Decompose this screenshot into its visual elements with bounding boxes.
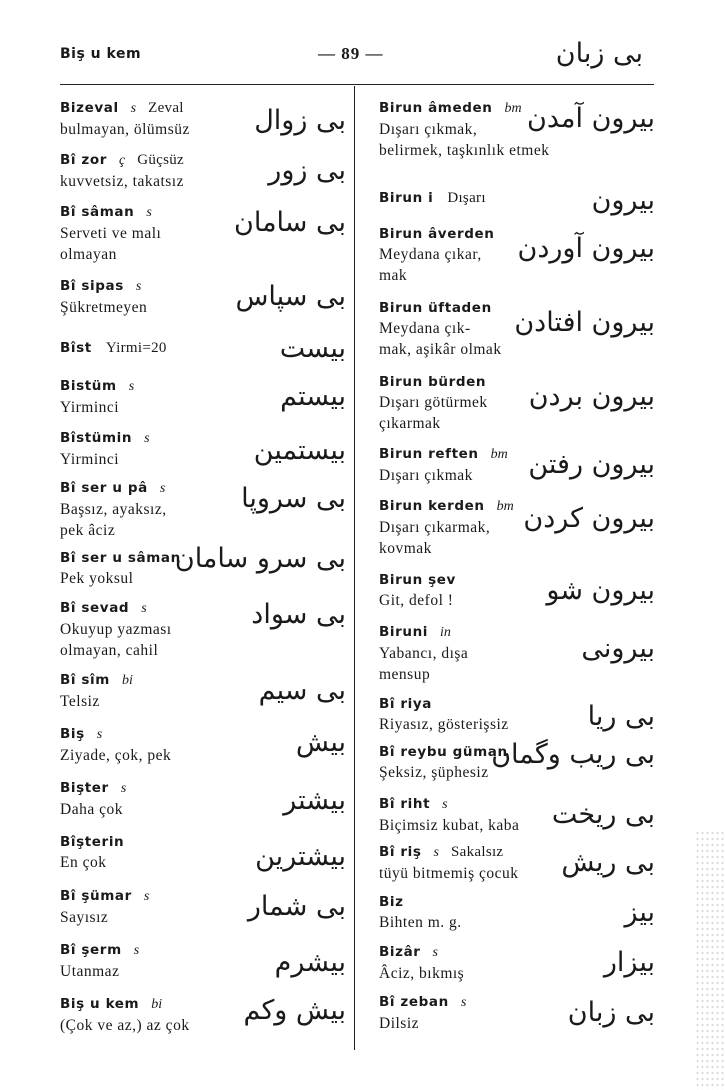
guide-word-arabic: بى زبان [555,38,643,69]
arabic-headword: بى زور [268,155,346,186]
dictionary-entry [379,992,655,1034]
headword-text: Birun i [379,190,434,206]
language-tag: s [146,205,152,220]
language-tag: s [120,781,127,796]
arabic-headword: بى زبان [567,997,655,1028]
arabic-headword: بى ريش [561,847,655,878]
page-header [0,38,725,82]
dictionary-entry [379,496,655,559]
dictionary-entry [60,376,346,418]
definition-line: Dilsiz [379,1015,420,1032]
definition-line: çıkarmak [379,415,441,432]
definition-line: Bihten m. g. [379,914,462,931]
arabic-headword: بيزار [603,947,655,978]
dictionary-entry [379,185,655,216]
definition-line: belirmek, taşkınlık etmek [379,142,550,159]
dictionary-entry [60,98,346,140]
dictionary-entry [60,478,346,541]
inline-definition: Güçsüz [137,152,185,168]
language-tag: s [141,601,147,616]
arabic-headword: بيستمين [253,435,346,466]
language-tag: bm [504,101,522,116]
headword-text: Biş u kem [60,996,140,1012]
headword-text: Bizâr [379,944,421,960]
dictionary-entry [379,794,655,836]
arabic-headword: بيستم [280,381,346,412]
page-number: — 89 — [318,44,384,63]
language-tag: s [432,945,438,960]
headword-text: Bî sevad [60,600,130,616]
dictionary-entry [60,543,346,589]
headword-text: Bîşterin [60,834,125,850]
definition-line: Riyasız, gösterişsiz [379,716,509,733]
language-tag: bm [490,447,508,462]
inline-definition: Yirmi=20 [105,340,167,356]
headword-text: Biş [60,726,85,742]
headword-text: Bîstümin [60,430,133,446]
language-tag: s [96,727,103,742]
column-divider [354,86,355,1050]
definition-line: Şükretmeyen [60,299,148,316]
definition-line: kuvvetsiz, takatsız [60,173,184,190]
dictionary-entry [60,670,346,712]
dictionary-entry [60,202,346,265]
definition-line: Utanmaz [60,963,120,980]
entry-headword [379,892,655,912]
headword-text: Bî sipas [60,278,124,294]
definition-line: Biçimsiz kubat, kaba [379,817,520,834]
language-tag: s [442,797,448,812]
arabic-headword: بى سپاس [235,281,346,312]
headword-text: Bî sâman [60,204,135,220]
dictionary-entry [60,724,346,766]
header-rule [60,84,654,85]
language-tag: s [144,431,150,446]
dictionary-entry [379,224,655,286]
dictionary-entry [379,622,655,685]
arabic-headword: بى ريخت [551,799,655,830]
arabic-headword: بى سروپا [241,483,346,514]
definition-line: Yirminci [60,451,120,468]
definition-line: Dışarı götürmek [379,394,488,411]
headword-text: Bîst [60,340,92,356]
arabic-headword: بى سواد [251,599,346,630]
language-tag: s [133,943,140,958]
dictionary-entry [379,570,655,611]
headword-text: Biz [379,894,404,910]
definition-line: Yabancı, dışa [379,645,469,662]
inline-definition: Dışarı [447,190,486,206]
dictionary-entry [379,739,655,783]
dictionary-entry [379,98,655,161]
paper-speckle [695,830,725,1090]
dictionary-entry [60,886,346,928]
arabic-headword: بيرون كردن [523,503,655,534]
definition-line: (Çok ve az,) az çok [60,1017,190,1034]
definition-line: Meydana çıkar, [379,246,482,263]
language-tag: in [440,625,451,640]
definition-line: Pek yoksul [60,570,134,587]
dictionary-entry [379,694,655,735]
arabic-headword: بى زوال [254,105,346,136]
definition-line: bulmayan, ölümsüz [60,121,190,138]
dictionary-entry [60,778,346,820]
arabic-headword: بيرون افتادن [514,307,655,338]
dictionary-entry [60,276,346,318]
dictionary-entry [60,994,346,1036]
definition-line: kovmak [379,540,432,557]
dictionary-entry [60,832,346,873]
definition-line: pek âciz [60,522,116,539]
definition-line: Şeksiz, şüphesiz [379,764,489,781]
headword-text: Bî riht [379,796,431,812]
headword-text: Bî sîm [60,672,110,688]
arabic-headword: بيش [295,727,346,758]
arabic-headword: بيشرم [274,947,346,978]
headword-text: Bî ser u sâman [60,550,181,566]
arabic-headword: بيش وكم [243,995,346,1026]
headword-text: Bî riya [379,696,433,712]
definition-line: Telsiz [60,693,100,710]
headword-text: Bî riş [379,844,422,860]
arabic-headword: بيرون بردن [528,381,655,412]
arabic-headword: بى سامان [234,207,346,238]
language-tag: s [128,379,135,394]
definition-line: tüyü bitmemiş çocuk [379,865,519,882]
definition-line: Git, defol ! [379,592,454,609]
arabic-headword: بى سرو سامان [174,543,346,574]
headword-text: Bî reybu güman [379,744,508,760]
language-tag: ç [119,153,126,168]
headword-text: Birun üftaden [379,300,492,316]
definition-line: Yirminci [60,399,120,416]
arabic-headword: بى ريب وگمان [491,739,655,770]
arabic-headword: بيشترين [255,841,346,872]
headword-text: Birun âverden [379,226,495,242]
arabic-headword: بيرون [591,185,655,216]
dictionary-entry [379,298,655,360]
dictionary-entry [379,444,655,486]
dictionary-entry [60,428,346,470]
headword-text: Bî şümar [60,888,132,904]
headword-text: Birun bürden [379,374,487,390]
dictionary-entry [379,842,655,884]
definition-line: Dışarı çıkmak [379,467,473,484]
definition-line: Sayısız [60,909,109,926]
definition-line: Âciz, bıkmış [379,965,465,982]
language-tag: bi [151,997,163,1012]
headword-text: Bişter [60,780,109,796]
language-tag: bm [496,499,514,514]
definition-line: Meydana çık- [379,320,471,337]
arabic-headword: بيرون رفتن [528,449,655,480]
headword-text: Birun kerden [379,498,485,514]
arabic-headword: بى ريا [587,701,655,732]
definition-line: olmayan [60,246,117,263]
arabic-headword: بيرون آمدن [527,103,655,134]
definition-line: Serveti ve malı [60,225,162,242]
arabic-headword: بيرون شو [546,575,655,606]
definition-line: mensup [379,666,431,683]
definition-line: Başsız, ayaksız, [60,501,167,518]
dictionary-entry [60,940,346,982]
language-tag: s [135,279,142,294]
arabic-headword: بيست [279,333,346,364]
headword-text: Bî şerm [60,942,122,958]
headword-text: Bî zeban [379,994,449,1010]
arabic-headword: بى شمار [247,891,346,922]
guide-word-left: Biş u kem [60,46,142,62]
language-tag: s [460,995,467,1010]
arabic-headword: بيز [624,897,655,928]
inline-definition: Sakalsız [451,844,504,860]
headword-text: Birun âmeden [379,100,493,116]
language-tag: bi [121,673,133,688]
definition-line: Dışarı çıkarmak, [379,519,491,536]
arabic-headword: بيرونى [581,633,655,664]
headword-text: Biruni [379,624,429,640]
definition-line: En çok [60,854,107,871]
headword-text: Bî ser u pâ [60,480,148,496]
definition-line: Dışarı çıkmak, [379,121,478,138]
definition-line: Daha çok [60,801,123,818]
headword-text: Birun reften [379,446,479,462]
definition-line: Okuyup yazması [60,621,172,638]
dictionary-entry [60,598,346,661]
dictionary-entry [379,372,655,434]
inline-definition: Zeval [148,100,184,116]
language-tag: s [159,481,166,496]
dictionary-entry [60,150,346,192]
dictionary-entry [379,942,655,984]
definition-line: mak, aşikâr olmak [379,341,502,358]
language-tag: s [433,845,439,860]
definition-line: Ziyade, çok, pek [60,747,172,764]
headword-text: Bizeval [60,100,119,116]
definition-line: olmayan, cahil [60,642,159,659]
headword-text: Birun şev [379,572,456,588]
definition-line: mak [379,267,408,284]
dictionary-entry [379,892,655,933]
arabic-headword: بيرون آوردن [517,233,655,264]
arabic-headword: بى سيم [258,675,346,706]
language-tag: s [130,101,137,116]
headword-text: Bistüm [60,378,117,394]
dictionary-entry [60,333,346,364]
headword-text: Bî zor [60,152,108,168]
language-tag: s [143,889,150,904]
arabic-headword: بيشتر [283,785,346,816]
